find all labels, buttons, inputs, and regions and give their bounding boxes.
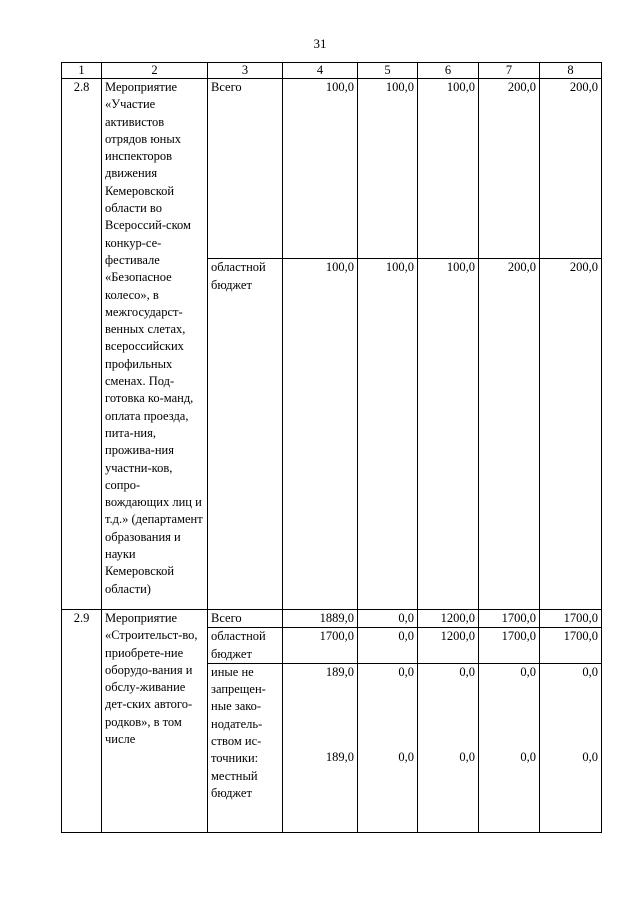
row-id: 2.8 — [62, 79, 102, 610]
value-cell: 100,0 — [283, 79, 358, 259]
value-local: 0,0 — [582, 750, 598, 765]
value-cell: 200,0 — [479, 259, 540, 610]
header-cell: 7 — [479, 63, 540, 79]
funding-source: Всего — [208, 610, 283, 628]
row-title: Мероприятие «Участие активистов отрядов юных инспекторов движения Кемеровской области во Всероссий-ском конкур-се-фестивале «Безопасное колесо», в межгосударст-венных слетах, всероссийских профильных сменах. Под-готовка ко-манд, оплата проезда, пита-ния, проживa-ния участни-ков, сопро-вождающих лиц и т.д.» (департамент образования и науки Кемеровской области) — [102, 79, 208, 610]
table-row — [62, 79, 602, 259]
value-cell: 100,0 — [418, 79, 479, 259]
funding-source: областной бюджет — [208, 628, 283, 664]
value-other: 0,0 — [520, 664, 536, 679]
row-title: Мероприятие «Строительст-во, приобрете-ние оборудо-вания и обслу-живание дет-ских автого-родков», в том числе — [102, 610, 208, 833]
funding-source-other: иные не запрещен-ные зако-нодатель-ством ис-точники: — [211, 664, 266, 766]
value-cell — [358, 663, 418, 832]
header-cell: 5 — [358, 63, 418, 79]
value-other: 0,0 — [459, 664, 475, 679]
header-cell: 1 — [62, 63, 102, 79]
value-cell: 1889,0 — [283, 610, 358, 628]
value-cell — [540, 663, 602, 832]
value-cell: 1700,0 — [283, 628, 358, 664]
value-cell: 1700,0 — [479, 610, 540, 628]
value-cell: 200,0 — [540, 259, 602, 610]
funding-source — [208, 663, 283, 832]
value-other: 0,0 — [582, 664, 598, 679]
page-number: 31 — [313, 36, 327, 51]
value-cell: 100,0 — [283, 259, 358, 610]
value-cell: 100,0 — [358, 79, 418, 259]
value-cell: 100,0 — [358, 259, 418, 610]
value-cell: 1700,0 — [540, 610, 602, 628]
header-cell: 3 — [208, 63, 283, 79]
value-cell — [283, 663, 358, 832]
row-id: 2.9 — [62, 610, 102, 833]
value-cell: 1700,0 — [540, 628, 602, 664]
value-other: 0,0 — [398, 664, 414, 679]
value-cell: 1200,0 — [418, 628, 479, 664]
funding-source-local: местный бюджет — [211, 768, 258, 800]
value-local: 0,0 — [459, 750, 475, 765]
header-row — [62, 63, 602, 79]
value-cell: 0,0 — [358, 610, 418, 628]
value-cell — [418, 663, 479, 832]
value-local: 0,0 — [398, 750, 414, 765]
value-cell: 100,0 — [418, 259, 479, 610]
value-local: 189,0 — [325, 750, 354, 765]
value-cell: 1200,0 — [418, 610, 479, 628]
value-cell: 200,0 — [540, 79, 602, 259]
value-other: 189,0 — [325, 664, 354, 679]
value-cell: 200,0 — [479, 79, 540, 259]
value-local: 0,0 — [520, 750, 536, 765]
value-cell: 0,0 — [358, 628, 418, 664]
header-cell: 2 — [102, 63, 208, 79]
header-cell: 8 — [540, 63, 602, 79]
funding-source: Всего — [208, 79, 283, 259]
budget-table — [61, 62, 602, 833]
header-cell: 4 — [283, 63, 358, 79]
value-cell: 1700,0 — [479, 628, 540, 664]
header-cell: 6 — [418, 63, 479, 79]
table-row — [62, 610, 602, 628]
value-cell — [479, 663, 540, 832]
funding-source: областной бюджет — [208, 259, 283, 610]
